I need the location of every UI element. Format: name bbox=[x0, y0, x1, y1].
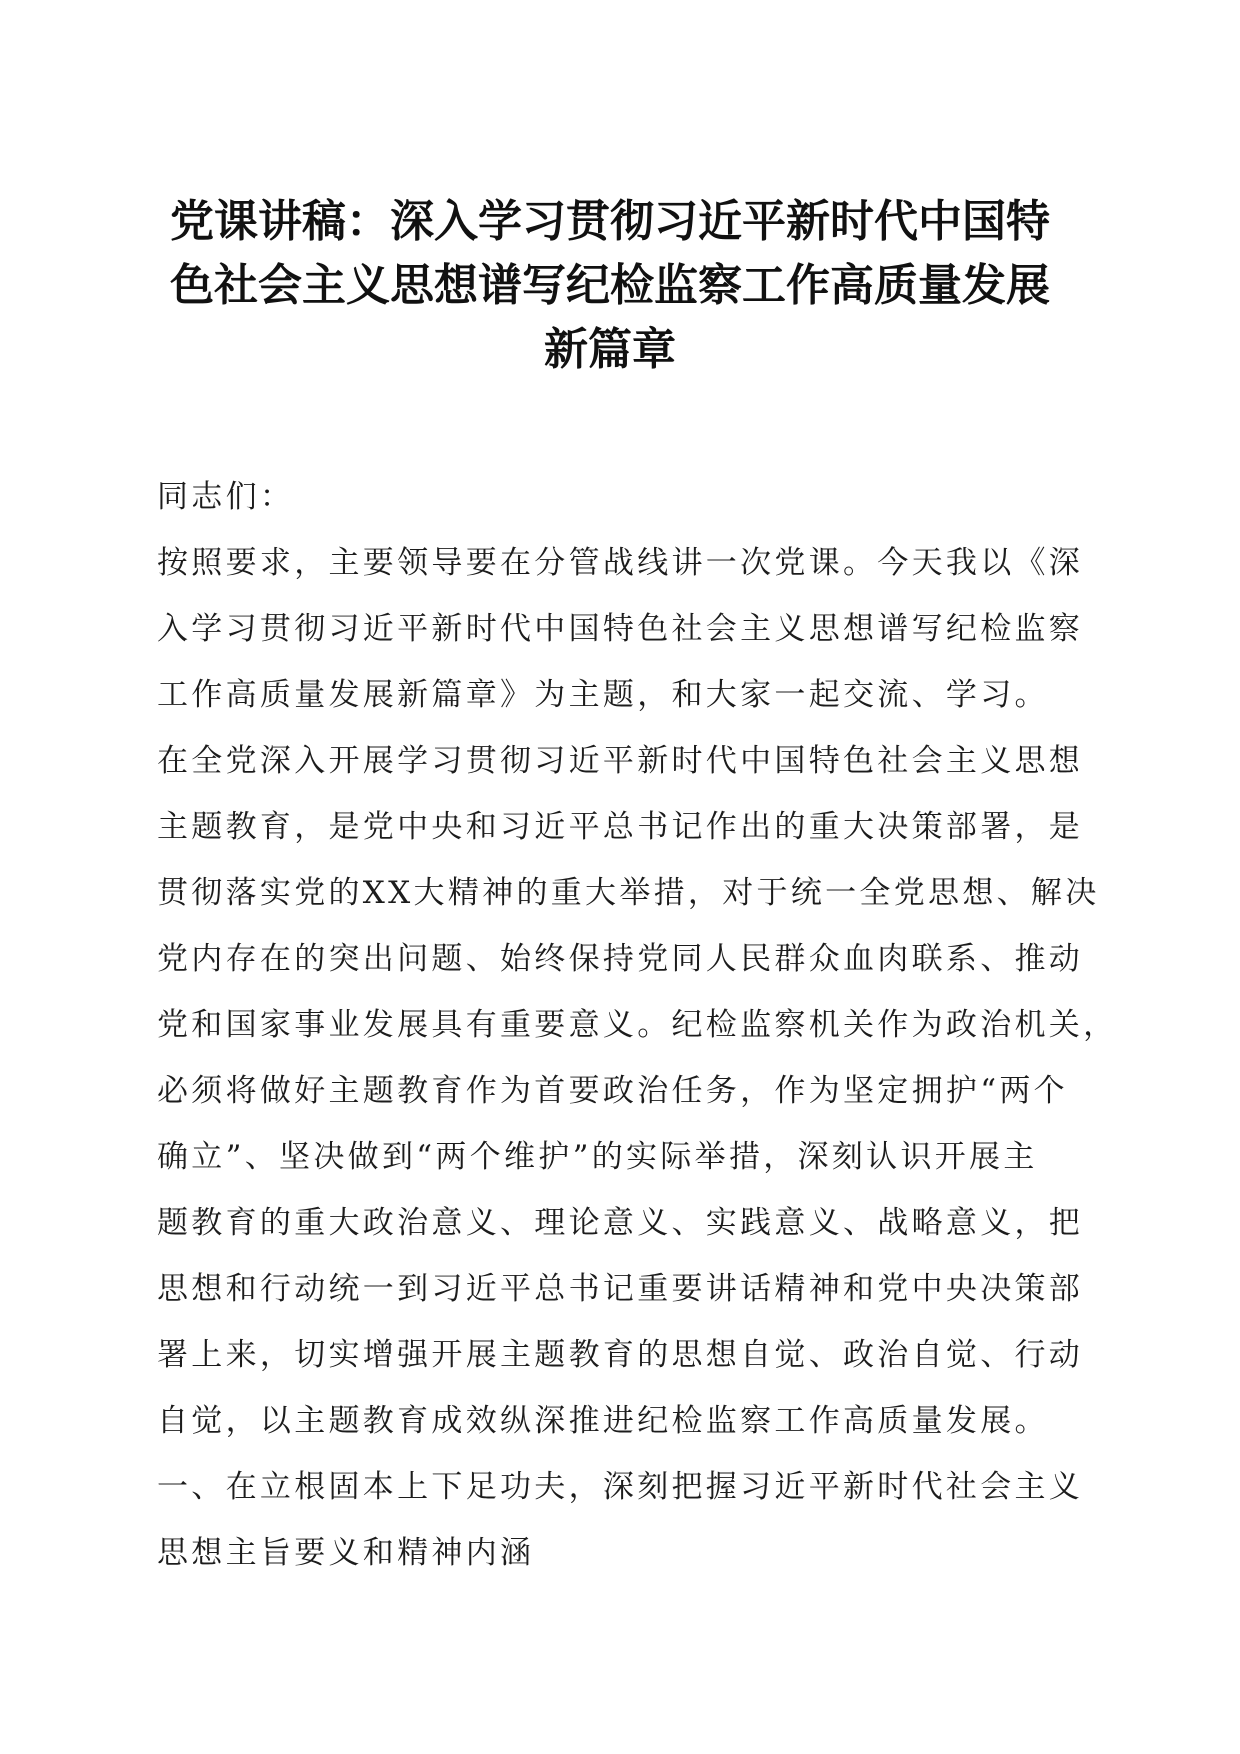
text-line: 入学习贯彻习近平新时代中国特色社会主义思想谱写纪检监察 bbox=[157, 611, 1084, 647]
text-line: 思想主旨要义和精神内涵 bbox=[157, 1535, 535, 1571]
document-body bbox=[157, 464, 1118, 1586]
text-line: 确立”、坚决做到“两个维护”的实际举措，深刻认识开展主 bbox=[157, 1139, 1038, 1175]
text-line: 按照要求，主要领导要在分管战线讲一次党课。今天我以《深 bbox=[157, 545, 1084, 581]
salutation bbox=[157, 464, 1087, 530]
title-line: 色社会主义思想谱写纪检监察工作高质量发展 bbox=[170, 260, 1050, 311]
text-line: 署上来，切实增强开展主题教育的思想自觉、政治自觉、行动 bbox=[157, 1337, 1084, 1373]
text-line: 思想和行动统一到习近平总书记重要讲话精神和党中央决策部 bbox=[157, 1271, 1084, 1307]
text-line: 工作高质量发展新篇章》为主题，和大家一起交流、学习。 bbox=[157, 677, 1049, 713]
salutation-text: 同志们： bbox=[157, 479, 295, 515]
section-heading-1 bbox=[157, 1454, 1087, 1586]
paragraph-main bbox=[157, 728, 1118, 1454]
title-line: 党课讲稿：深入学习贯彻习近平新时代中国特 bbox=[170, 196, 1050, 247]
text-line: 自觉，以主题教育成效纵深推进纪检监察工作高质量发展。 bbox=[157, 1403, 1049, 1439]
title-line: 新篇章 bbox=[544, 324, 676, 375]
paragraph-intro bbox=[157, 530, 1087, 728]
text-line: 党内存在的突出问题、始终保持党同人民群众血肉联系、推动 bbox=[157, 941, 1084, 977]
text-line: 主题教育，是党中央和习近平总书记作出的重大决策部署，是 bbox=[157, 809, 1084, 845]
text-line: 贯彻落实党的XX大精神的重大举措，对于统一全党思想、解决 bbox=[157, 875, 1100, 911]
text-line: 一、在立根固本上下足功夫，深刻把握习近平新时代社会主义 bbox=[157, 1469, 1084, 1505]
document-title bbox=[150, 190, 1070, 382]
text-line: 必须将做好主题教育作为首要政治任务，作为坚定拥护“两个 bbox=[157, 1073, 1068, 1109]
text-line: 在全党深入开展学习贯彻习近平新时代中国特色社会主义思想 bbox=[157, 743, 1084, 779]
text-line: 题教育的重大政治意义、理论意义、实践意义、战略意义，把 bbox=[157, 1205, 1084, 1241]
text-line: 党和国家事业发展具有重要意义。纪检监察机关作为政治机关， bbox=[157, 1007, 1118, 1043]
